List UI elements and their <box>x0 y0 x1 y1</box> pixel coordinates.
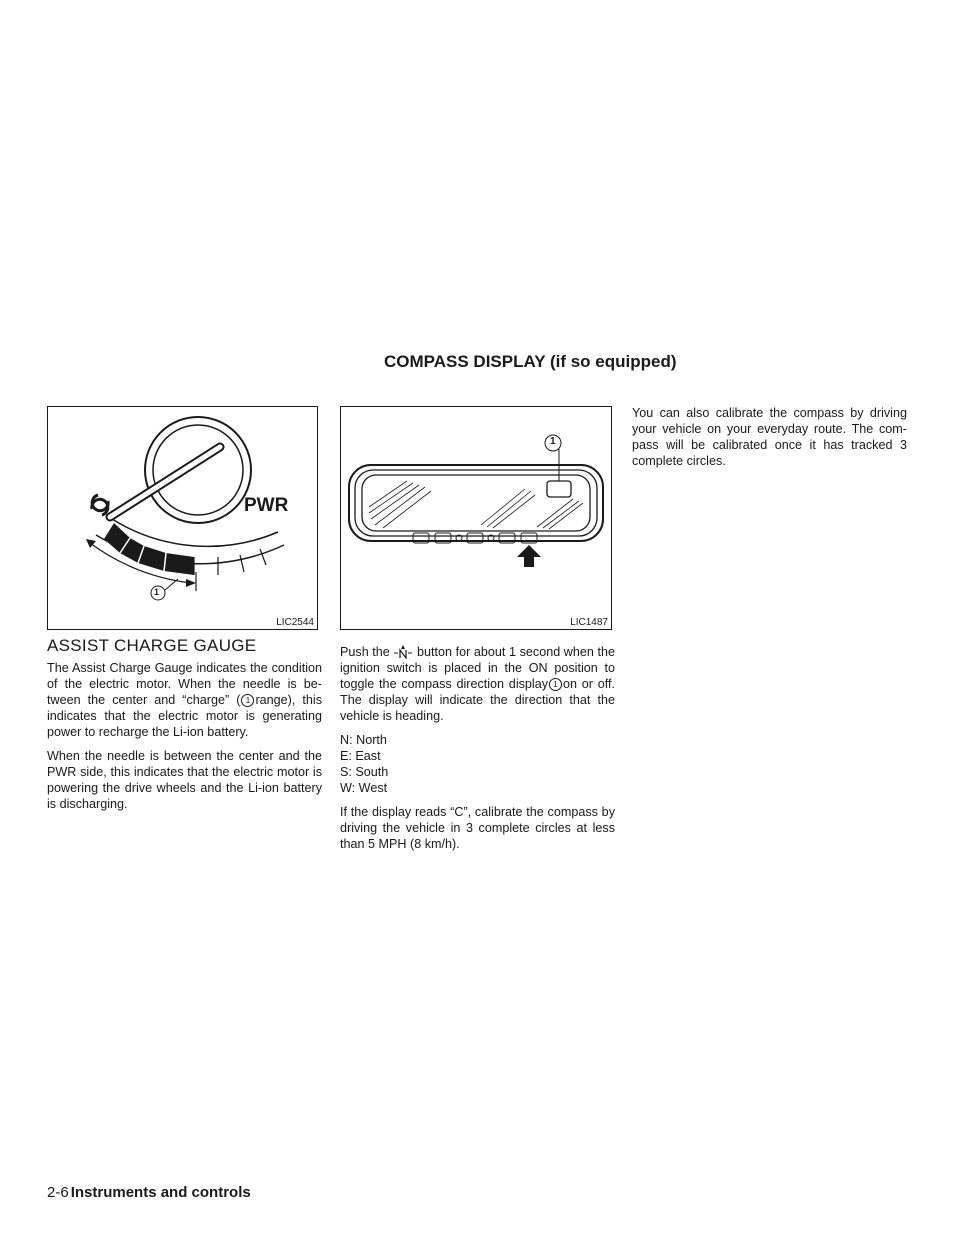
compass-button-icon <box>393 645 413 659</box>
rearview-mirror-illustration <box>341 407 611 629</box>
compass-paragraph-1: Push the button for about 1 second when the ignition switch is placed in the ON position to toggle the compass direction display 1 on or off. The display will indicate the direction that the vehicle is heading. <box>340 645 615 723</box>
assist-charge-gauge-figure <box>47 406 318 630</box>
assist-charge-gauge-illustration <box>48 407 317 629</box>
gauge-callout-number: 1 <box>154 587 160 597</box>
direction-list <box>340 732 615 796</box>
page-footer <box>47 1184 251 1201</box>
arrow-up-icon <box>517 545 541 567</box>
assist-column <box>47 660 322 820</box>
figure-code: LIC1487 <box>570 617 608 628</box>
calibration-column <box>632 405 907 477</box>
assist-paragraph-2: When the needle is between the center and the PWR side, this indicates that the electric motor is powering the drive wheels and the Li-ion battery is discharging. <box>47 749 322 811</box>
page-number: 2-6 <box>47 1184 69 1201</box>
compass-paragraph-2: If the display reads “C”, calibrate the compass by driving the vehicle in 3 complete circles at less than 5 MPH (8 km/h). <box>340 805 615 851</box>
pwr-label: PWR <box>244 495 289 516</box>
direction-item: E: East <box>340 749 381 763</box>
callout-1-icon: 1 <box>241 694 254 707</box>
compass-column <box>340 644 615 860</box>
mirror-compass-figure <box>340 406 612 630</box>
mirror-callout-number: 1 <box>550 436 556 447</box>
footer-section-title: Instruments and controls <box>70 1184 251 1201</box>
section-heading: COMPASS DISPLAY (if so equipped) <box>384 352 677 371</box>
direction-item: W: West <box>340 781 388 795</box>
assist-charge-gauge-heading: ASSIST CHARGE GAUGE <box>47 636 257 655</box>
direction-item: N: North <box>340 733 387 747</box>
charge-icon <box>92 495 108 515</box>
callout-1-icon: 1 <box>549 678 562 691</box>
assist-paragraph-1: The Assist Charge Gauge indicates the condition of the electric motor. When the needle is be-tween the center and “charge” ( 1 range), this indicates that the electric motor is generating power to recharge the Li-ion battery. <box>47 661 322 739</box>
figure-code: LIC2544 <box>276 617 314 628</box>
direction-item: S: South <box>340 765 389 779</box>
compass-paragraph-3: You can also calibrate the compass by driving your vehicle on your everyday route. The com-pass will be calibrated once it has tracked 3 complete circles. <box>632 406 907 468</box>
